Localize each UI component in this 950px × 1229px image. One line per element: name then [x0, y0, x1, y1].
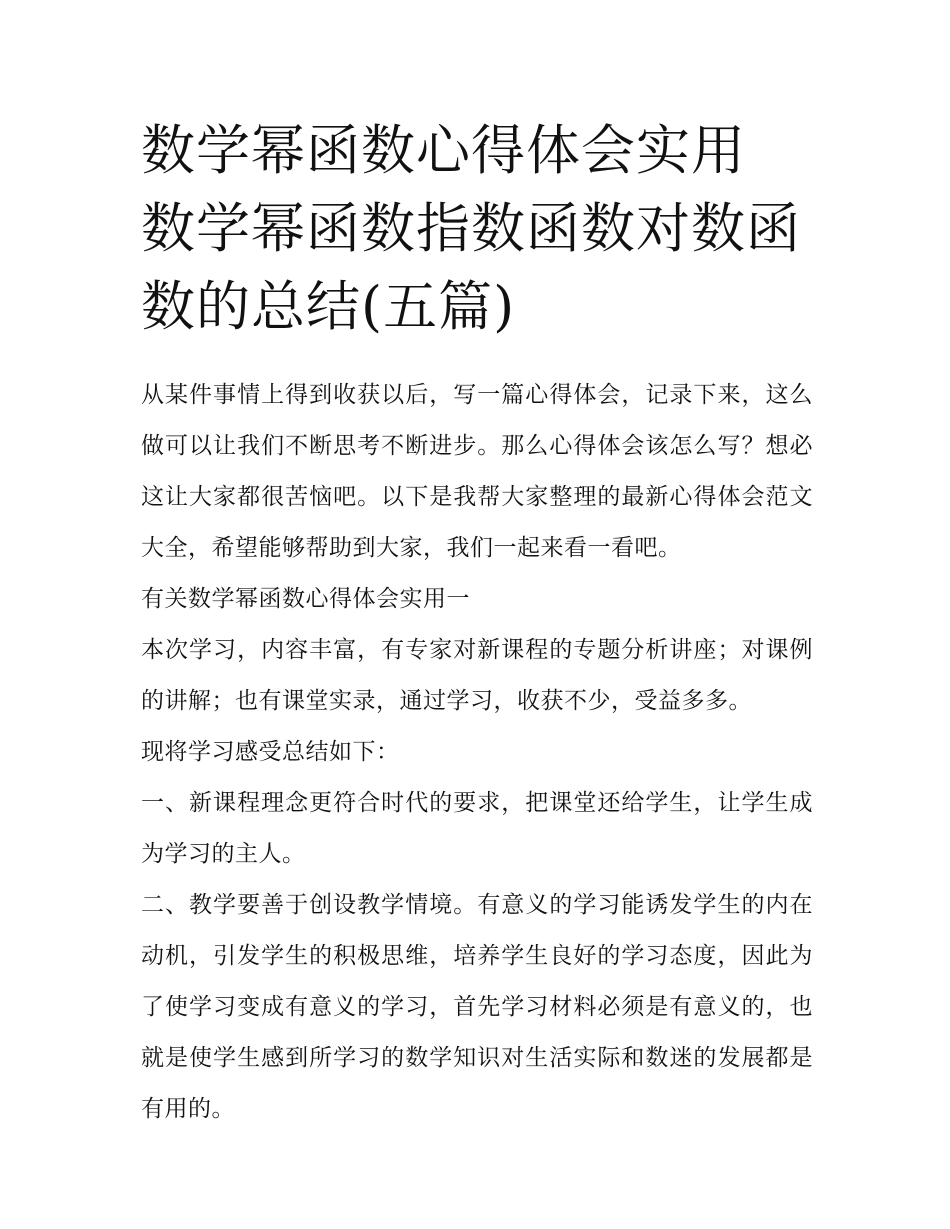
intro-paragraph: 从某件事情上得到收获以后，写一篇心得体会，记录下来，这么做可以让我们不断思考不断进步。那么心得体会该怎么写？想必这让大家都很苦恼吧。以下是我帮大家整理的最新心得体会范文大全，希望能够帮助到大家，我们一起来看一看吧。 — [141, 382, 813, 561]
document-content — [141, 112, 813, 1135]
point-one-paragraph: 一、新课程理念更符合时代的要求，把课堂还给学生，让学生成为学习的主人。 — [141, 790, 813, 867]
section-heading: 有关数学幂函数心得体会实用一 — [141, 586, 470, 612]
document-title: 数学幂函数心得体会实用 数学幂函数指数函数对数函数的总结(五篇) — [141, 119, 801, 338]
document-body — [141, 370, 813, 1135]
body-paragraph: 现将学习感受总结如下： — [141, 739, 400, 765]
point-two-paragraph: 二、教学要善于创设教学情境。有意义的学习能诱发学生的内在动机，引发学生的积极思维，培养学生良好的学习态度，因此为了使学习变成有意义的学习，首先学习材料必须是有意义的，也就是使学生感到所学习的数学知识对生活实际和数迷的发展都是有用的。 — [141, 892, 813, 1122]
body-paragraph: 本次学习，内容丰富，有专家对新课程的专题分析讲座；对课例的讲解；也有课堂实录，通过学习，收获不少，受益多多。 — [141, 637, 813, 714]
